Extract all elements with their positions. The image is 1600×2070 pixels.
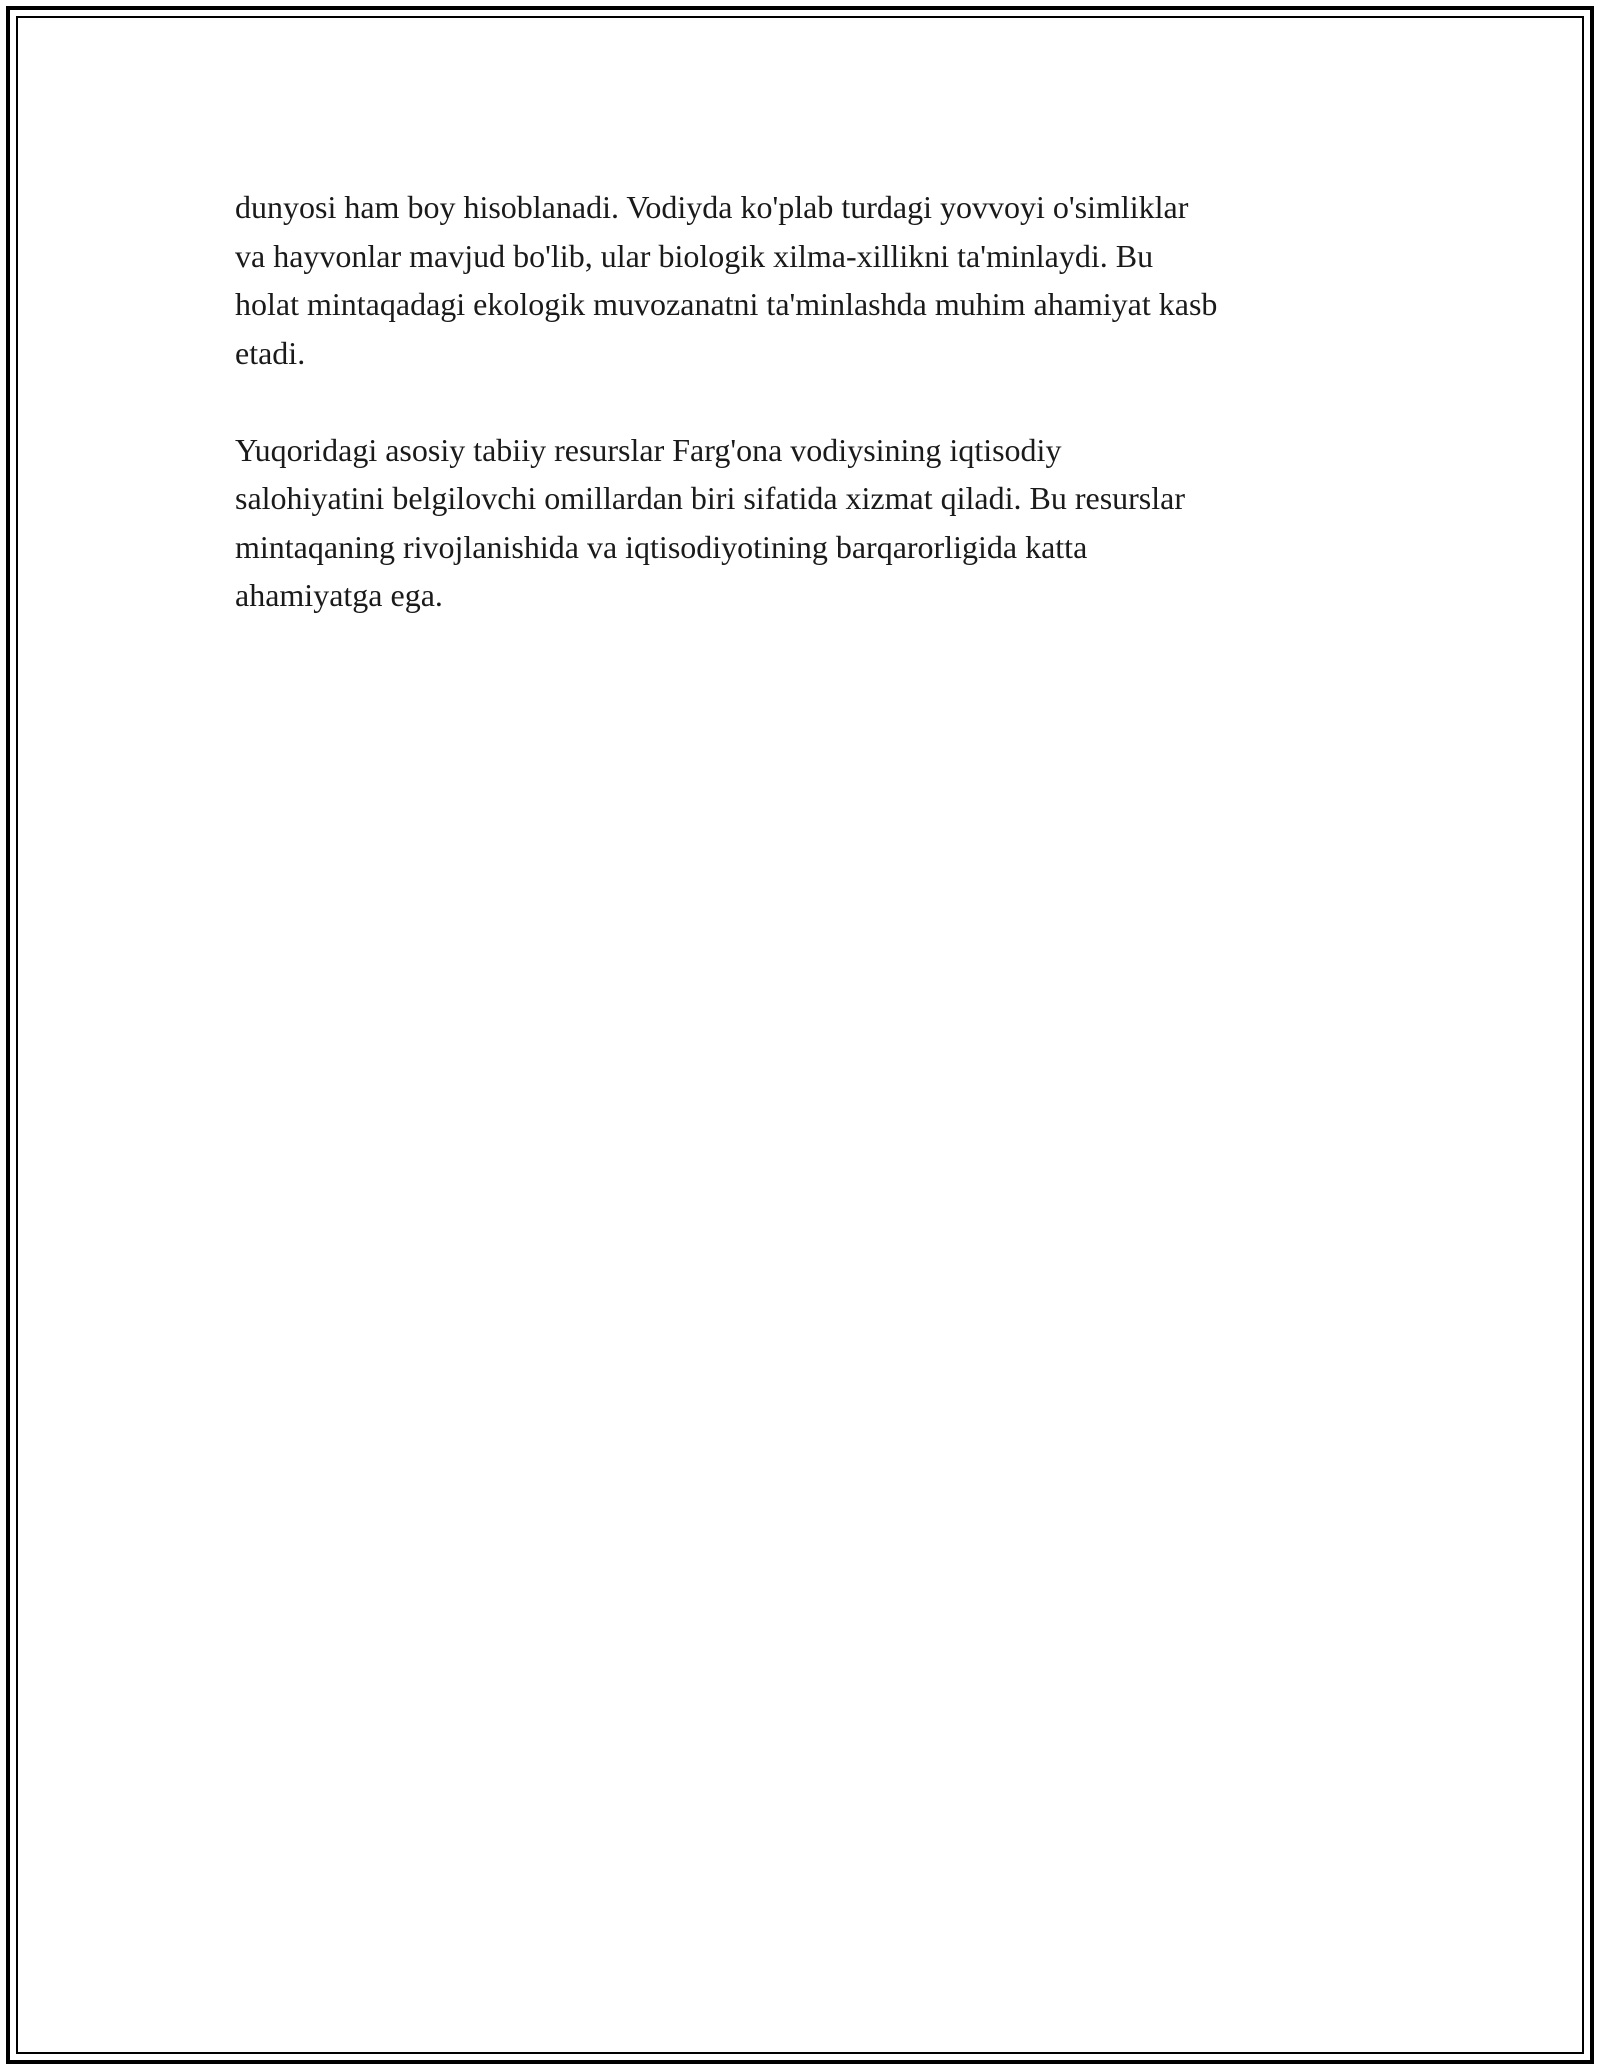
document-body [235, 183, 1370, 620]
text-line: holat mintaqadagi ekologik muvozanatni ta'minlashda muhim ahamiyat kasb [235, 286, 1218, 322]
paragraph-spacer [235, 377, 1370, 426]
text-line: mintaqaning rivojlanishida va iqtisodiyotining barqarorligida katta [235, 528, 1088, 565]
text-line: etadi. [235, 334, 306, 371]
paragraph-economic-potential [235, 426, 1370, 620]
paragraph-biodiversity [235, 183, 1370, 377]
text-line: Yuqoridagi asosiy tabiiy resurslar Farg'ona vodiysining iqtisodiy [235, 431, 1062, 468]
text-line: dunyosi ham boy hisoblanadi. Vodiyda ko'plab turdagi yovvoyi o'simliklar [235, 189, 1189, 225]
text-line: va hayvonlar mavjud bo'lib, ular biologik xilma-xillikni ta'minlaydi. Bu [235, 237, 1154, 274]
text-line: salohiyatini belgilovchi omillardan biri sifatida xizmat qiladi. Bu resurslar [235, 480, 1185, 516]
text-line: ahamiyatga ega. [235, 577, 443, 613]
